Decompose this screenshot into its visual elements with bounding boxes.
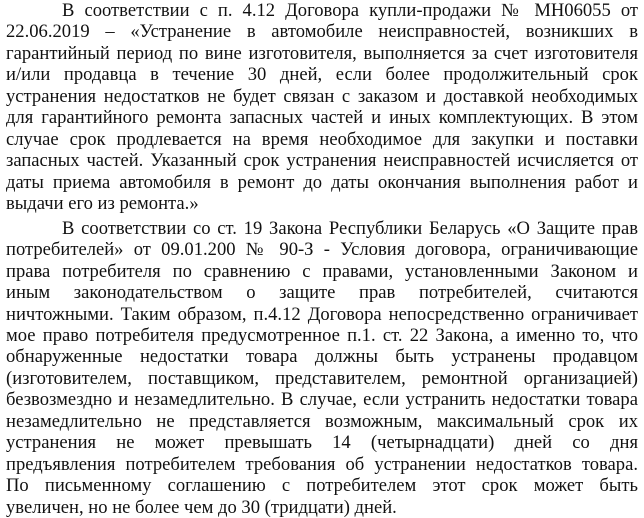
- text-line: выдачи его из ремонта.»: [6, 193, 199, 215]
- text-line: потребителей» от 09.01.200 № 90-З - Условия договора, ограничивающие: [6, 239, 638, 261]
- text-line: иным законодательством о защите прав потребителей, считаются: [6, 282, 638, 304]
- text-line: устранения не может превышать 14 (четырнадцати) дней со дня: [6, 432, 638, 454]
- text-line: В соответствии с п. 4.12 Договора купли-продажи № МН06055 от: [62, 0, 638, 21]
- text-line: увеличен, но не более чем до 30 (тридцати) дней.: [6, 496, 397, 518]
- text-line: В соответствии со ст. 19 Закона Республики Беларусь «О Защите прав: [62, 217, 638, 239]
- text-line: и/или продавца в течение 30 дней, если более продолжительный срок: [6, 64, 638, 86]
- text-line: незамедлительно не представляется возможным, максимальный срок их: [6, 410, 638, 432]
- text-line: обнаруженные недостатки товара должны быть устранены продавцом: [6, 346, 638, 368]
- text-line: запасных частей. Указанный срок устранения неисправностей исчисляется от: [6, 150, 638, 172]
- text-line: По письменному соглашению с потребителем этот срок может быть: [6, 475, 638, 497]
- text-line: для гарантийного ремонта запасных частей и иных комплектующих. В этом: [6, 107, 638, 129]
- text-line: (изготовителем, поставщиком, представителем, ремонтной организацией): [6, 367, 638, 389]
- text-line: ничтожными. Таким образом, п.4.12 Договора непосредственно ограничивает: [6, 303, 638, 325]
- text-line: случае срок продлевается на время необходимое для закупки и поставки: [6, 128, 638, 150]
- text-line: безвозмездно и незамедлительно. В случае, если устранить недостатки товара: [6, 389, 638, 411]
- text-line: права потребителя по сравнению с правами, установленными Законом и: [6, 260, 638, 282]
- text-line: даты приема автомобиля в ремонт до даты окончания выполнения работ и: [6, 171, 638, 193]
- text-line: 22.06.2019 – «Устранение в автомобиле неисправностей, возникших в: [6, 21, 638, 43]
- text-line: устранения недостатков не будет связан с заказом и доставкой необходимых: [6, 85, 638, 107]
- text-line: предъявления потребителем требования об устранении недостатков товара.: [6, 453, 638, 475]
- text-line: гарантийный период по вине изготовителя, выполняется за счет изготовителя: [6, 42, 638, 64]
- text-line: мое право потребителя предусмотренное п.1. ст. 22 Закона, а именно то, что: [6, 324, 638, 346]
